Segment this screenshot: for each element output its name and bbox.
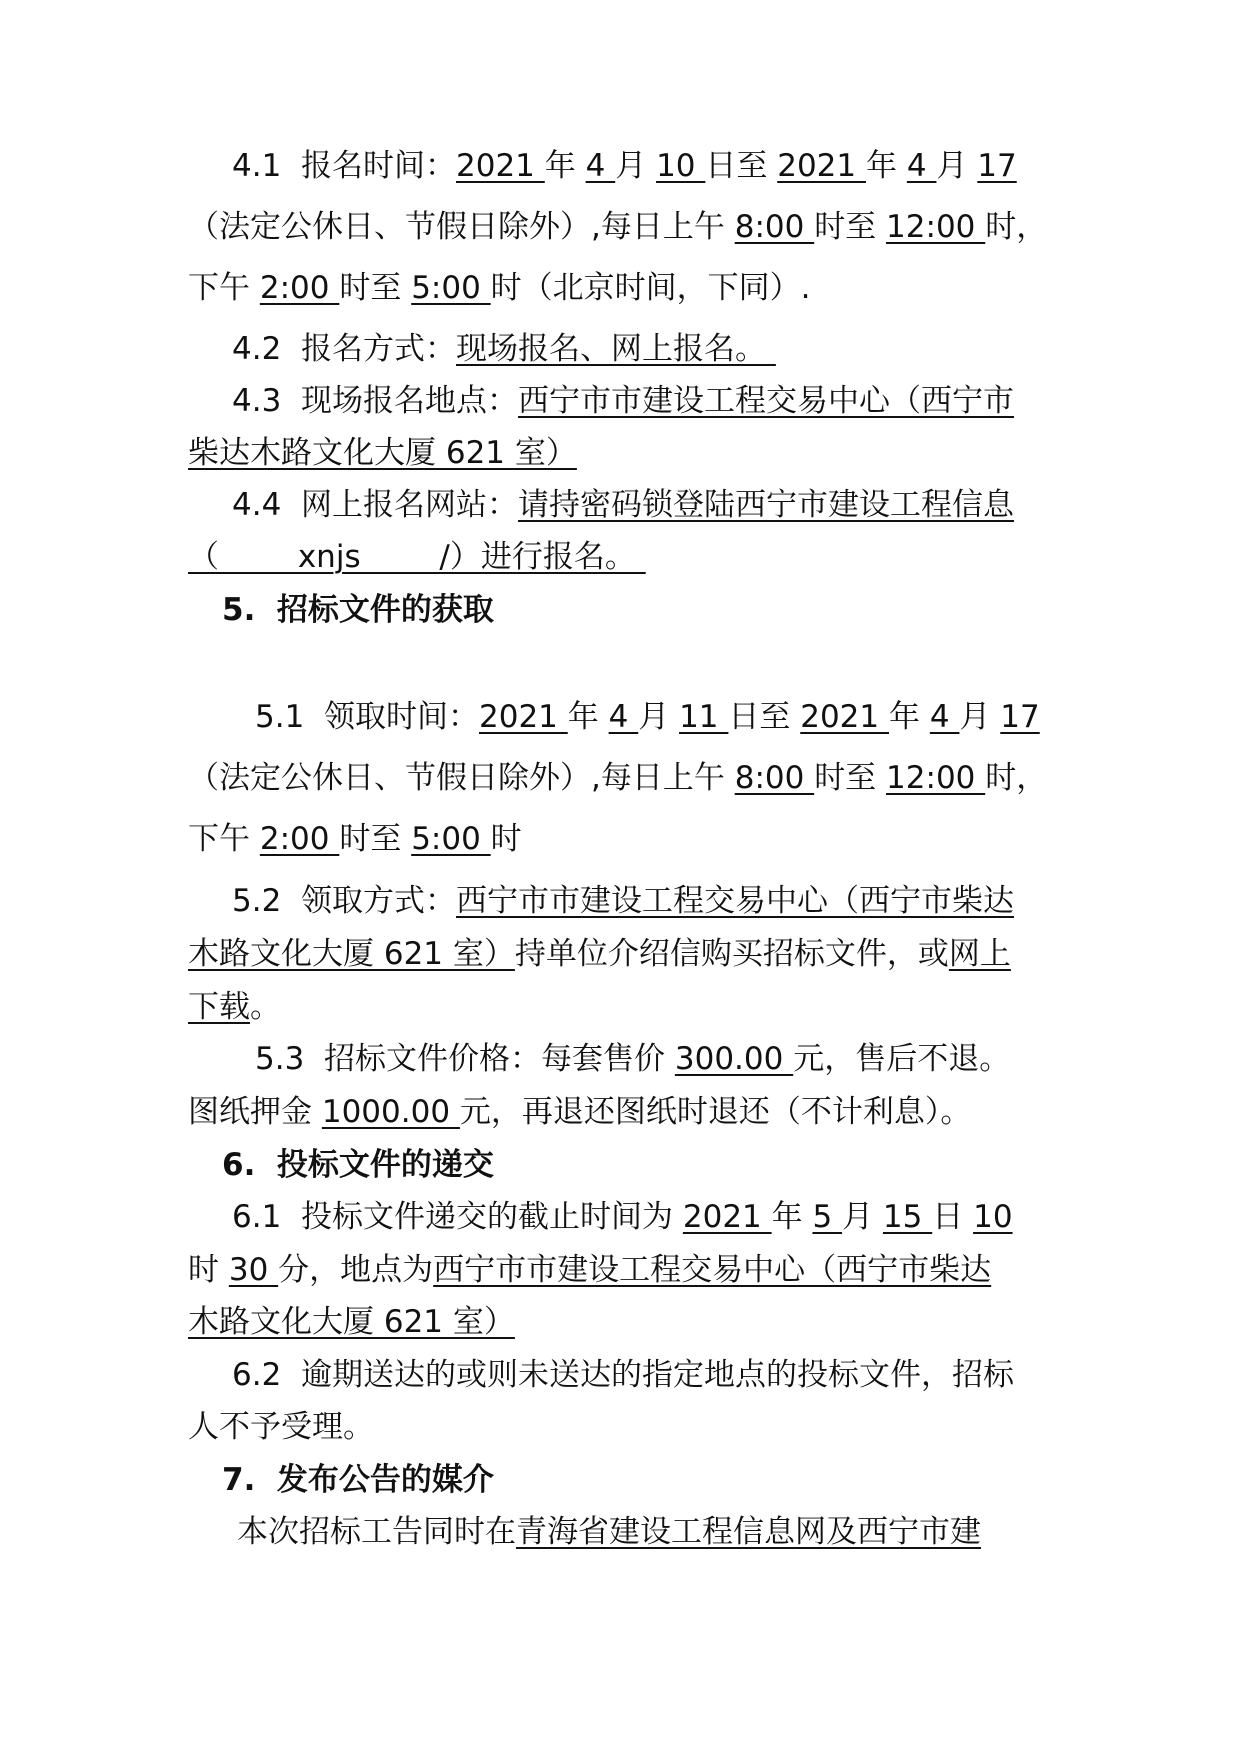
text-segment: 时至 (339, 270, 412, 306)
text-line (232, 483, 1241, 527)
section-heading (222, 588, 1241, 632)
text-line (188, 932, 1241, 976)
underlined-field: 1000.00 (321, 1094, 460, 1130)
underlined-field: 2:00 (259, 821, 340, 857)
text-line (188, 1090, 1241, 1134)
underlined-field: 30 (228, 1252, 279, 1288)
underlined-field: 12:00 (886, 209, 986, 245)
text-segment: 4.2 报名方式： (232, 331, 457, 367)
text-segment: 日至 (728, 699, 801, 735)
text-segment: 5.3 招标文件价格：每套售价 (255, 1041, 675, 1077)
text-line (188, 431, 1241, 475)
underlined-field: 300.00 (674, 1041, 794, 1077)
text-line (188, 817, 1241, 861)
text-segment: 时 (490, 821, 522, 857)
underlined-field: 2:00 (259, 270, 340, 306)
underlined-field: 柴达木路文化大厦 621 室） (188, 435, 577, 471)
text-line (188, 1248, 1241, 1292)
text-segment: 7. 发布公告的媒介 (222, 1462, 494, 1498)
text-segment: 6.1 投标文件递交的截止时间为 (232, 1199, 683, 1235)
underlined-field: 4 (585, 148, 616, 184)
text-segment: 图纸押金 (188, 1094, 322, 1130)
text-segment: 。 (250, 989, 281, 1025)
text-segment: 本次招标工告同时在 (237, 1514, 516, 1550)
text-segment: 人不予受理。 (188, 1409, 374, 1445)
underlined-field: 5 (812, 1199, 843, 1235)
text-segment: 日 (932, 1199, 974, 1235)
text-segment: 4.1 报名时间： (232, 148, 457, 184)
text-line (237, 1510, 1241, 1554)
text-line (232, 879, 1241, 923)
underlined-field: 木路文化大厦 621 室） (188, 936, 515, 972)
text-segment: 元，再退还图纸时退还（不计利息）。 (459, 1094, 972, 1130)
text-segment: 时， (985, 209, 1048, 245)
text-line (188, 1300, 1241, 1344)
text-segment: 下午 (188, 270, 260, 306)
underlined-field: 木路文化大厦 621 室） (188, 1304, 515, 1340)
underlined-field: 12:00 (886, 760, 986, 796)
text-segment: 时至 (814, 760, 887, 796)
text-segment: 月 (959, 699, 1001, 735)
text-line (255, 695, 1241, 739)
text-segment: 日至 (705, 148, 778, 184)
underlined-field: 2021 (777, 148, 866, 184)
section-heading (222, 1143, 1241, 1187)
text-segment: 年 (865, 148, 907, 184)
text-segment: 年 (567, 699, 609, 735)
text-line (232, 1353, 1241, 1397)
text-line (232, 379, 1241, 423)
underlined-field: 17 (1000, 699, 1040, 735)
text-segment: 年 (771, 1199, 813, 1235)
text-segment: 分，地点为 (278, 1252, 434, 1288)
underlined-field: 2021 (800, 699, 889, 735)
underlined-field: 西宁市市建设工程交易中心（西宁市 (518, 383, 1015, 419)
text-segment: 持单位介绍信购买招标文件，或 (514, 936, 949, 972)
underlined-field: 4 (608, 699, 639, 735)
underlined-field: 青海省建设工程信息网及西宁市建 (516, 1514, 981, 1550)
underlined-field: 2021 (456, 148, 545, 184)
text-segment: 时（北京时间，下同）. (490, 270, 811, 306)
text-segment: 月 (936, 148, 978, 184)
text-segment: 4.3 现场报名地点： (232, 383, 519, 419)
underlined-field: 8:00 (734, 760, 815, 796)
underlined-field: 17 (977, 148, 1017, 184)
text-segment: 月 (638, 699, 680, 735)
text-line (255, 1037, 1241, 1081)
underlined-field: 11 (679, 699, 729, 735)
text-line (188, 985, 1241, 1029)
underlined-field: 2021 (479, 699, 568, 735)
text-line (232, 1195, 1241, 1239)
underlined-field: 下载 (188, 989, 250, 1025)
text-line (232, 144, 1241, 188)
section-heading (222, 1458, 1241, 1502)
text-segment: 时至 (339, 821, 412, 857)
text-segment: 元，售后不退。 (793, 1041, 1011, 1077)
text-segment: 5.2 领取方式： (232, 883, 457, 919)
text-segment: （法定公休日、节假日除外）,每日上午 (188, 209, 735, 245)
underlined-field: 5:00 (411, 270, 491, 306)
text-line (188, 1405, 1241, 1449)
underlined-field: 8:00 (734, 209, 815, 245)
text-segment: 年 (544, 148, 586, 184)
underlined-field: 网上 (948, 936, 1011, 972)
text-line (188, 535, 1241, 579)
underlined-field: 2021 (682, 1199, 772, 1235)
text-segment: 时， (985, 760, 1048, 796)
underlined-field: 西宁市市建设工程交易中心（西宁市柴达 (433, 1252, 992, 1288)
underlined-field: 4 (929, 699, 960, 735)
underlined-field: 5:00 (411, 821, 491, 857)
text-line (188, 756, 1241, 800)
underlined-field: 10 (973, 1199, 1013, 1235)
underlined-field: 现场报名、网上报名。 (456, 331, 776, 367)
underlined-field: 15 (882, 1199, 933, 1235)
underlined-field: （ xnjs /）进行报名。 (188, 539, 646, 575)
text-segment: 6.2 逾期送达的或则未送达的指定地点的投标文件，招标 (232, 1357, 1015, 1393)
underlined-field: 西宁市市建设工程交易中心（西宁市柴达 (456, 883, 1015, 919)
text-segment: 下午 (188, 821, 260, 857)
text-line (188, 205, 1241, 249)
underlined-field: 请持密码锁登陆西宁市建设工程信息 (518, 487, 1015, 523)
underlined-field: 4 (906, 148, 937, 184)
text-segment: 6. 投标文件的递交 (222, 1147, 494, 1183)
text-segment: 5.1 领取时间： (255, 699, 480, 735)
text-line (188, 266, 1241, 310)
text-segment: 时 (188, 1252, 229, 1288)
text-segment: 月 (615, 148, 657, 184)
text-segment: 5. 招标文件的获取 (222, 592, 494, 628)
text-segment: 4.4 网上报名网站： (232, 487, 519, 523)
text-segment: 年 (888, 699, 930, 735)
underlined-field: 10 (656, 148, 706, 184)
text-segment: （法定公休日、节假日除外）,每日上午 (188, 760, 735, 796)
text-segment: 时至 (814, 209, 887, 245)
text-segment: 月 (842, 1199, 883, 1235)
text-line (232, 327, 1241, 371)
